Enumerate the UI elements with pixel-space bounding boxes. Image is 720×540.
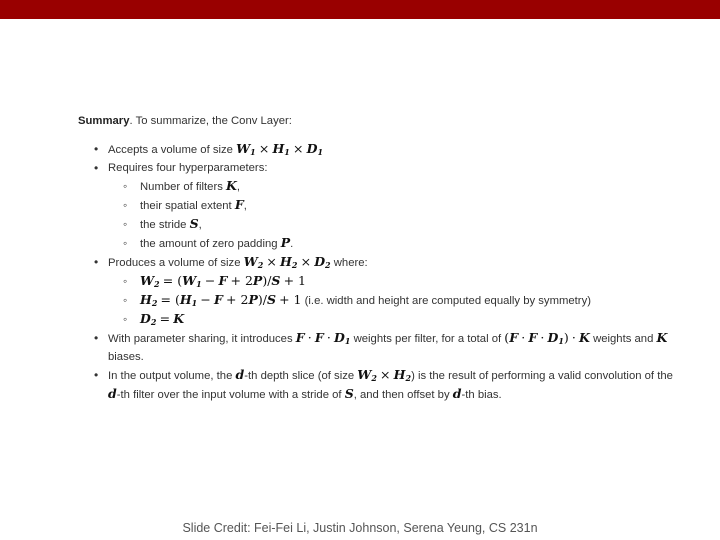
list-item-text: weights per filter, for a total of xyxy=(353,333,502,345)
list-item-text: In the output volume, the xyxy=(108,370,233,382)
equation-depth: ◦ $D_2 = K$ xyxy=(108,310,678,329)
equation-note: (i.e. width and height are computed equally by symmetry) xyxy=(304,295,591,307)
list-item-text: Accepts a volume of size xyxy=(108,144,233,156)
sub-item-filters: ◦ Number of filters K, xyxy=(108,177,678,196)
list-item-text: ) is the result of performing a valid convolution of the xyxy=(411,370,673,382)
slide-content xyxy=(78,112,678,404)
list-item-input-volume: • Accepts a volume of size $W_1 \times H_1 \times D_1$ xyxy=(78,140,678,159)
top-banner-bar xyxy=(0,0,720,19)
list-item-depth-slice: • In the output volume, the d-th depth slice (of size $W_2 \times H_2$) is the result of performing a valid convolution of the d-th filter over the input volume with a stride of S, and then offset by d-th bias. xyxy=(78,366,678,404)
list-item-text: -th bias. xyxy=(461,389,502,401)
list-item-text: -th filter over the input volume with a stride of xyxy=(116,389,342,401)
summary-list xyxy=(78,140,678,404)
list-item-text: weights and xyxy=(593,333,654,345)
sub-item-text: their spatial extent xyxy=(140,200,232,212)
list-item-hyperparameters xyxy=(78,159,678,253)
list-item-text: -th depth slice (of size xyxy=(244,370,355,382)
list-item-text: biases. xyxy=(108,351,144,363)
sub-item-stride: ◦ the stride S, xyxy=(108,215,678,234)
summary-heading xyxy=(78,112,678,130)
list-item-output-volume: • Produces a volume of size $W_2 \times H_2 \times D_2$ where: ◦ $W_2 = (W_1 - F + 2P)/S + 1$ ◦ $H_2 = (H_1 - F + 2P)/S + 1$ (i.e. width and height are computed equally by symmetry) ◦ $D_2 = K$ xyxy=(78,253,678,329)
sub-item-text: the stride xyxy=(140,219,187,231)
list-item-text: Produces a volume of size xyxy=(108,257,241,269)
list-item-text: Requires four hyperparameters: xyxy=(108,162,268,174)
summary-bold-label: Summary xyxy=(78,115,130,127)
output-equations xyxy=(108,272,678,329)
equation-width: ◦ $W_2 = (W_1 - F + 2P)/S + 1$ xyxy=(108,272,678,291)
sub-item-spatial-extent: ◦ their spatial extent F, xyxy=(108,196,678,215)
sub-item-text: Number of filters xyxy=(140,181,223,193)
equation-height: ◦ $H_2 = (H_1 - F + 2P)/S + 1$ (i.e. width and height are computed equally by symmetry) xyxy=(108,291,678,310)
list-item-text: With parameter sharing, it introduces xyxy=(108,333,293,345)
sub-item-text: the amount of zero padding xyxy=(140,238,278,250)
list-item-text: , and then offset by xyxy=(353,389,450,401)
hyperparameter-list xyxy=(108,177,678,253)
sub-item-zero-padding: ◦ the amount of zero padding P. xyxy=(108,234,678,253)
summary-heading-text: . To summarize, the Conv Layer: xyxy=(129,115,292,127)
slide-credit: Slide Credit: Fei-Fei Li, Justin Johnson, Serena Yeung, CS 231n xyxy=(182,521,538,535)
list-item-text: where: xyxy=(333,257,368,269)
list-item-parameter-sharing: • With parameter sharing, it introduces $F \cdot F \cdot D_1$ weights per filter, for a total of $(F \cdot F \cdot D_1) \cdot K$ weights and K biases. xyxy=(78,329,678,366)
